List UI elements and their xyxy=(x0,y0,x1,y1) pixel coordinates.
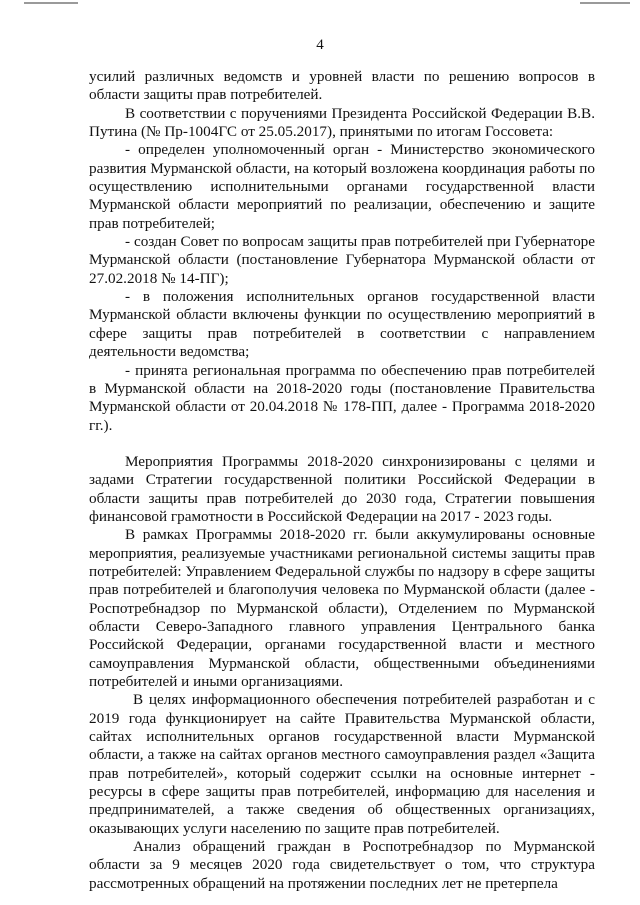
list-item-authorized-body: - определен уполномоченный орган - Министерство экономического развития Мурманской области, на который возложена координация работы по осуществлению исполнительными органами государственной власти Мурманской области мероприятий по реализации, обеспечению и защите прав потребителей; xyxy=(89,141,595,232)
paragraph-complaints-analysis: Анализ обращений граждан в Роспотребнадзор по Мурманской области за 9 месяцев 2020 года свидетельствует о том, что структура рассмотренных обращений на протяжении последних лет не претерпела xyxy=(89,838,595,892)
paragraph-continuation: усилий различных ведомств и уровней власти по решению вопросов в области защиты прав потребителей. xyxy=(89,68,595,104)
paragraph-information-support: В целях информационного обеспечения потребителей разработан и с 2019 года функционирует на сайте Правительства Мурманской области, сайтах исполнительных органов государственной власти Мурманской области, а также на сайтах органов местного самоуправления раздел «Защита прав потребителей», который содержит ссылки на основные интернет - ресурсы в сфере защиты прав потребителей, информацию для населения и предпринимателей, а также сведения об общественных организациях, оказывающих услуги населению по защите прав потребителей. xyxy=(89,691,595,837)
list-item-council: - создан Совет по вопросам защиты прав потребителей при Губернаторе Мурманской области (постановление Губернатора Мурманской области от 27.02.2018 № 14-ПГ); xyxy=(89,233,595,287)
paragraph-program-participants: В рамках Программы 2018-2020 гг. были аккумулированы основные мероприятия, реализуемые участниками региональной системы защиты прав потребителей: Управлением Федеральной службы по надзору в сфере защиты прав потребителей и благополучия человека по Мурманской области (далее - Роспотребнадзор по Мурманской области), Отделением по Мурманской области Северо-Западного главного управления Центрального банка Российской Федерации, органами государственной власти и местного самоуправления Мурманской области, общественными объединениями потребителей и иными организациями. xyxy=(89,526,595,690)
list-item-regional-program: - принята региональная программа по обеспечению прав потребителей в Мурманской области на 2018-2020 годы (постановление Правительства Мурманской области от 20.04.2018 № 178-ПП, далее - Программа 2018-2020 гг.). xyxy=(89,361,595,434)
paragraph-program-strategies: Мероприятия Программы 2018-2020 синхронизированы с целями и задами Стратегии государственной политики Российской Федерации в области защиты прав потребителей до 2030 года, Стратегии повышения финансовой грамотности в Российской Федерации на 2017 - 2023 годы. xyxy=(89,452,595,525)
page-number: 4 xyxy=(316,37,324,53)
paragraph-presidential-orders: В соответствии с поручениями Президента Российской Федерации В.В. Путина (№ Пр-1004ГС от 25.05.2017), принятыми по итогам Госсовета: xyxy=(89,104,595,141)
document-body xyxy=(89,68,595,893)
scan-edge-marks xyxy=(0,0,640,10)
list-item-regulations: - в положения исполнительных органов государственной власти Мурманской области включены функции по осуществлению мероприятий в сфере защиты прав потребителей в соответствии с направлением деятельности ведомства; xyxy=(89,288,595,361)
